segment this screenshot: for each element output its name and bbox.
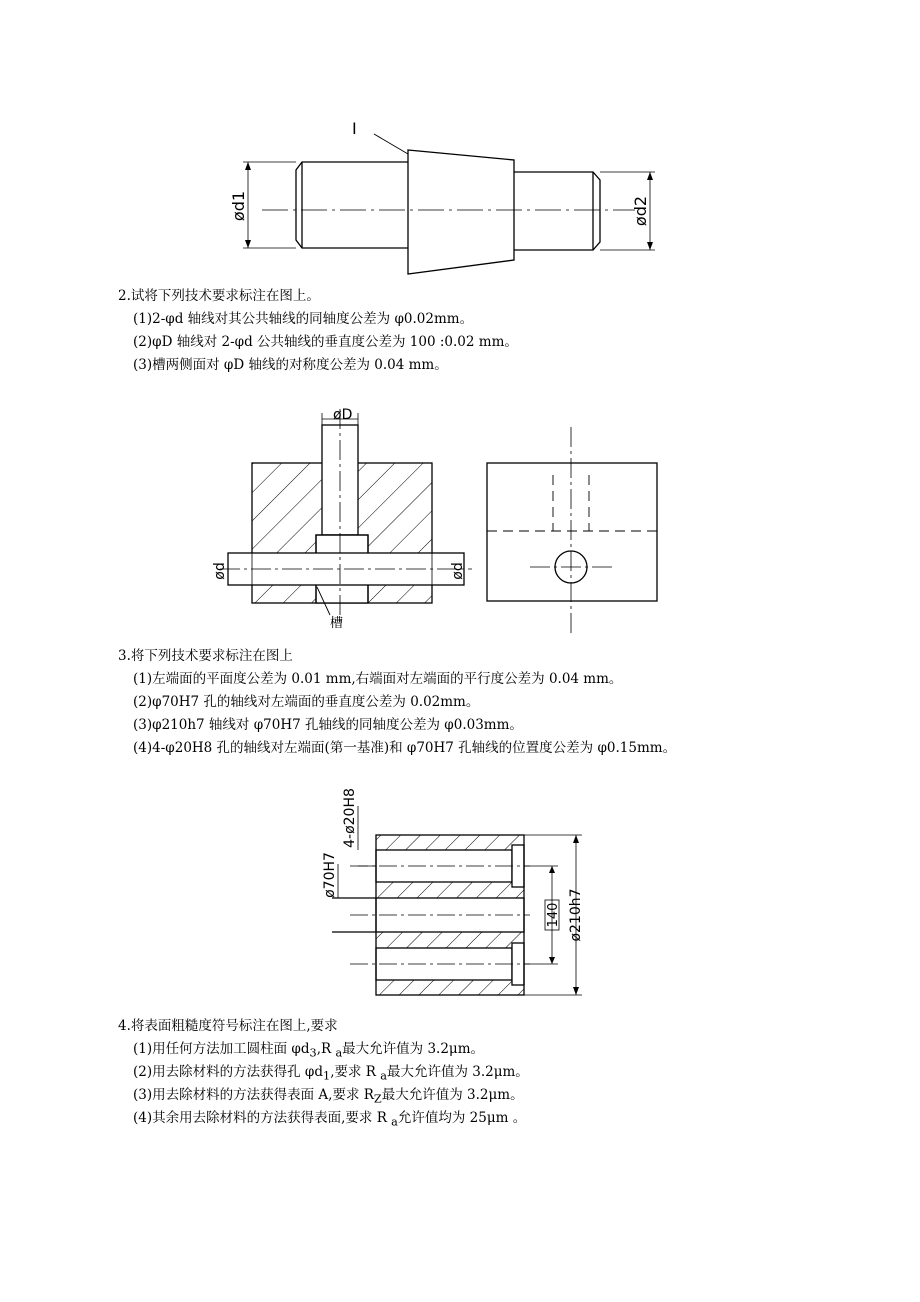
section-2-heading: 2.试将下列技术要求标注在图上。	[118, 288, 320, 304]
dim-4-phi20H8: 4-ø20H8	[342, 788, 358, 848]
section-3-heading: 3.将下列技术要求标注在图上	[118, 648, 293, 664]
section-2-item: (3)槽两侧面对 φD 轴线的对称度公差为 0.04 mm。	[133, 357, 448, 373]
section-2-item: (1)2-φd 轴线对其公共轴线的同轴度公差为 φ0.02mm。	[133, 311, 474, 327]
figure-3-cylinder	[0, 780, 920, 1005]
section-4-item: (4)其余用去除材料的方法获得表面,要求 R $_a$允许值均为 25μm 。	[133, 1110, 527, 1129]
dim-phi-D: øD	[333, 407, 353, 423]
dim-d2: ød2	[631, 195, 650, 227]
section-3	[118, 645, 676, 760]
dim-140: 140	[546, 902, 561, 928]
block-drawing	[0, 405, 920, 645]
cylinder-drawing	[0, 780, 920, 1005]
section-4-item: (3)用去除材料的方法获得表面 A,要求 $R_Z$最大允许值为 3.2μm。	[133, 1087, 524, 1106]
section-4	[118, 1015, 529, 1130]
section-3-item: (1)左端面的平面度公差为 0.01 mm,右端面对左端面的平行度公差为 0.04 mm。	[133, 671, 623, 687]
dim-d1: ød1	[229, 190, 248, 222]
dim-phi-d-left: ød	[212, 562, 228, 580]
shaft-drawing	[0, 110, 920, 280]
section-4-item: (2)用去除材料的方法获得孔 $\varphi d_1$,要求 R $_a$最大允许值为 3.2μm。	[133, 1064, 529, 1083]
section-3-item: (2)φ70H7 孔的轴线对左端面的垂直度公差为 0.02mm。	[133, 694, 480, 710]
dim-phi70H7: ø70H7	[322, 852, 338, 898]
section-2-item: (2)φD 轴线对 2-φd 公共轴线的垂直度公差为 100 :0.02 mm。	[133, 334, 518, 350]
slot-label: 槽	[330, 616, 344, 631]
figure-1-shaft	[0, 110, 920, 280]
section-2	[118, 285, 518, 377]
section-4-item: (1)用任何方法加工圆柱面 $\varphi d_3,R$ $_a$最大允许值为 3.2μm。	[133, 1041, 484, 1060]
section-4-heading: 4.将表面粗糙度符号标注在图上,要求	[118, 1018, 338, 1034]
figure-2-block	[0, 405, 920, 645]
section-3-item: (3)φ210h7 轴线对 φ70H7 孔轴线的同轴度公差为 φ0.03mm。	[133, 717, 523, 733]
dim-phi-d-right: ød	[450, 562, 466, 580]
section-3-item: (4)4-φ20H8 孔的轴线对左端面(第一基准)和 φ70H7 孔轴线的位置度公差为 φ0.15mm。	[133, 740, 677, 756]
callout-label: I	[352, 119, 357, 138]
dim-phi210h7: ø210h7	[568, 888, 584, 942]
